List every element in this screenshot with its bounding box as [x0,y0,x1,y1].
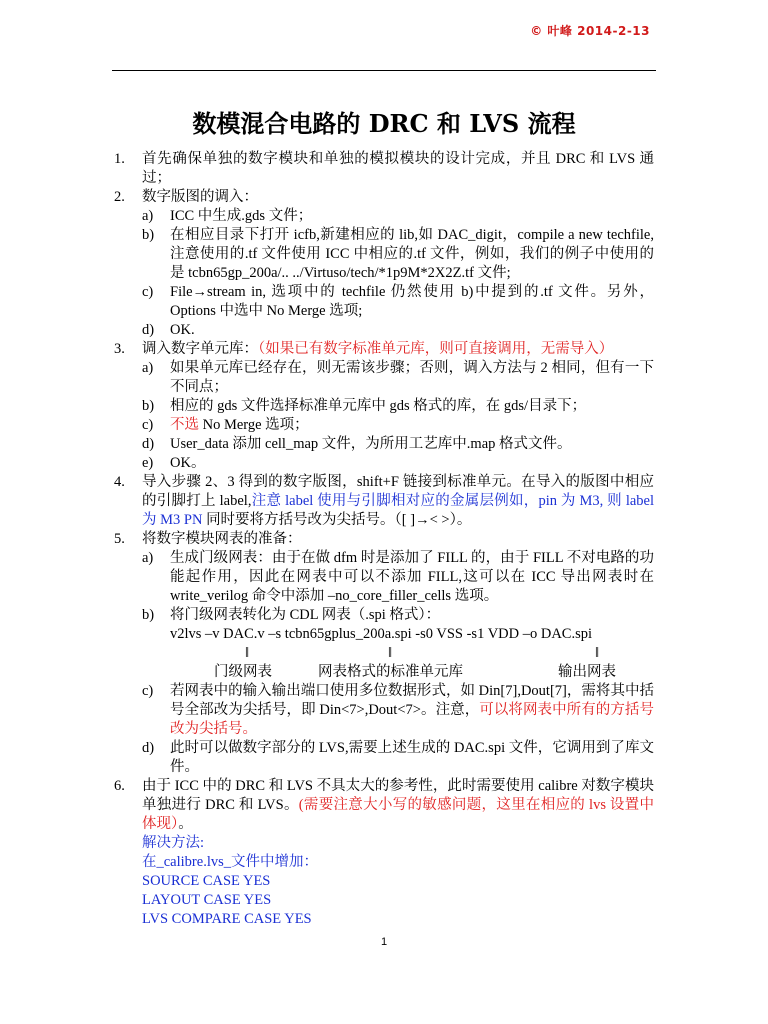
list-item [114,150,654,188]
sub-item-letter: b) [142,607,155,623]
equivalence-marks [114,644,654,663]
sub-item-text: 如果单元库已经存在，则无需该步骤；否则，调入方法与 2 相同，但有一下不同点； [170,360,654,395]
sub-item-letter: c) [142,417,154,433]
sub-item-letter: a) [142,208,154,224]
item-text: 调入数字单元库： [142,341,258,357]
sub-item-text: OK。 [170,455,206,471]
sub-item-text: 将门级网表转化为 CDL 网表（.spi 格式）： [170,607,441,623]
list-item [114,530,654,549]
sub-item [142,321,654,340]
sub-item-letter: d) [142,436,155,452]
solution-line: LVS COMPARE CASE YES [142,911,312,927]
sub-item-letter: d) [142,322,155,338]
sub-item [142,549,654,606]
item-text-tail: 同时要将方括号改为尖括号。（[ ]→< >）。 [202,512,472,528]
sub-item [142,606,654,625]
sub-item-text: File→stream in, 选项中的 techfile 仍然使用 b)中提到的.tf 文件。另外，Options 中选中 No Merge 选项; [170,284,654,319]
list-item [114,473,654,530]
sub-item-text: 若网表中的输入输出端口使用多位数据形式，如 Din[7],Dout[7]，需将其中括号全部改为尖括号，即 Din<7>,Dout<7>。注意， [170,683,654,718]
item-text: 首先确保单独的数字模块和单独的模拟模块的设计完成，并且 DRC 和 LVS 通过； [142,151,654,186]
command-line [142,625,654,644]
sub-item-text: 相应的 gds 文件选择标准单元库中 gds 格式的库，在 gds/目录下； [170,398,587,414]
sub-item-letter: a) [142,360,154,376]
sub-item [142,739,654,777]
item-number: 4. [114,474,125,490]
sub-item-text: 此时可以做数字部分的 LVS,需要上述生成的 DAC.spi 文件，它调用到了库文件。 [170,740,654,775]
item-number: 1. [114,151,125,167]
page-title: 数模混合电路的 DRC 和 LVS 流程 [192,109,576,138]
solution-line: LAYOUT CASE YES [142,892,272,908]
sub-item [142,682,654,739]
solution-heading: 解决方法: [142,835,205,851]
document-body [114,150,654,929]
sub-item-letter: a) [142,550,154,566]
sub-item-letter: c) [142,683,154,699]
item-note-red: (需要注意大小写的敏感问题，这里在相应的 lvs 设置中体现） [142,797,654,832]
item-text: 由于 ICC 中的 DRC 和 LVS 不具太大的参考性，此时需要使用 calibre 对数字模块单独进行 DRC 和 LVS。 [142,778,654,813]
item-number: 5. [114,531,125,547]
sub-item-text: 生成门级网表：由于在做 dfm 时是添加了 FILL 的，由于 FILL 不对电路的功能起作用，因此在网表中可以不添加 FILL,这可以在 ICC 导出网表时在 write_verilog 命令中添加 –no_core_filler_cells 选项。 [170,550,654,604]
sub-item-letter: e) [142,455,154,471]
sub-item-letter: c) [142,284,154,300]
sub-item-note-red: 不选 [170,417,199,433]
caption-std-cell-lib: 网表格式的标准单元库 [318,664,463,680]
sub-item [142,454,654,473]
sub-item-text: User_data 添加 cell_map 文件，为所用工艺库中.map 格式文件。 [170,436,572,452]
sub-item-text: OK. [170,322,195,338]
list-item [114,340,654,359]
item-number: 3. [114,341,125,357]
header-rule [112,70,656,71]
header-author-date: © 叶峰 2014-2-13 [530,24,650,38]
list-item [114,188,654,207]
item-number: 2. [114,189,125,205]
sub-item [142,435,654,454]
caption-gate-netlist: 门级网表 [214,664,272,680]
item-note-blue: 注意 label 使用与引脚相对应的金属层例如，pin 为 M3, 则 label 为 M3 PN [142,493,654,528]
caption-output-netlist: 输出网表 [558,664,616,680]
item-text: 将数字模块网表的准备： [142,531,302,547]
sub-item-letter: d) [142,740,155,756]
item-number: 6. [114,778,125,794]
item-text: 数字版图的调入： [142,189,258,205]
item-note-red: （如果已有数字标准单元库，则可直接调用，无需导入） [258,341,614,357]
sub-item [142,283,654,321]
item-text: 导入步骤 2、3 得到的数字版图，shift+F 链接到标准单元。在导入的版图中相应的引脚打上 label, [142,474,654,509]
eq-mark: ‖ [245,645,250,661]
page-number: 1 [380,936,388,948]
sub-item [142,226,654,283]
v2lvs-command: v2lvs –v DAC.v –s tcbn65gplus_200a.spi -s0 VSS -s1 VDD –o DAC.spi [170,626,593,642]
sub-item-note-red: 可以将网表中所有的方括号改为尖括号。 [170,702,654,737]
sub-item-text: No Merge 选项； [199,417,309,433]
eq-mark: ‖ [388,645,393,661]
list-item [114,777,654,834]
sub-item-text: ICC 中生成.gds 文件； [170,208,313,224]
item-text-tail: 。 [178,816,193,832]
sub-item-letter: b) [142,398,155,414]
solution-line: SOURCE CASE YES [142,873,271,889]
sub-item-letter: b) [142,227,155,243]
sub-item [142,416,654,435]
sub-item [142,207,654,226]
command-captions [114,663,654,682]
sub-item [142,397,654,416]
sub-item-text: 在相应目录下打开 icfb,新建相应的 lib,如 DAC_digit，compile a new techfile,注意使用的.tf 文件使用 ICC 中相应的.tf 文件，例如，我们的例子中使用的是 tcbn65gp_200a/.. ../Virtuso/tech/*1p9M*2X2Z.tf 文件; [170,227,654,281]
eq-mark: ‖ [595,645,600,661]
solution-line: 在_calibre.lvs_文件中增加： [142,854,318,870]
sub-item [142,359,654,397]
